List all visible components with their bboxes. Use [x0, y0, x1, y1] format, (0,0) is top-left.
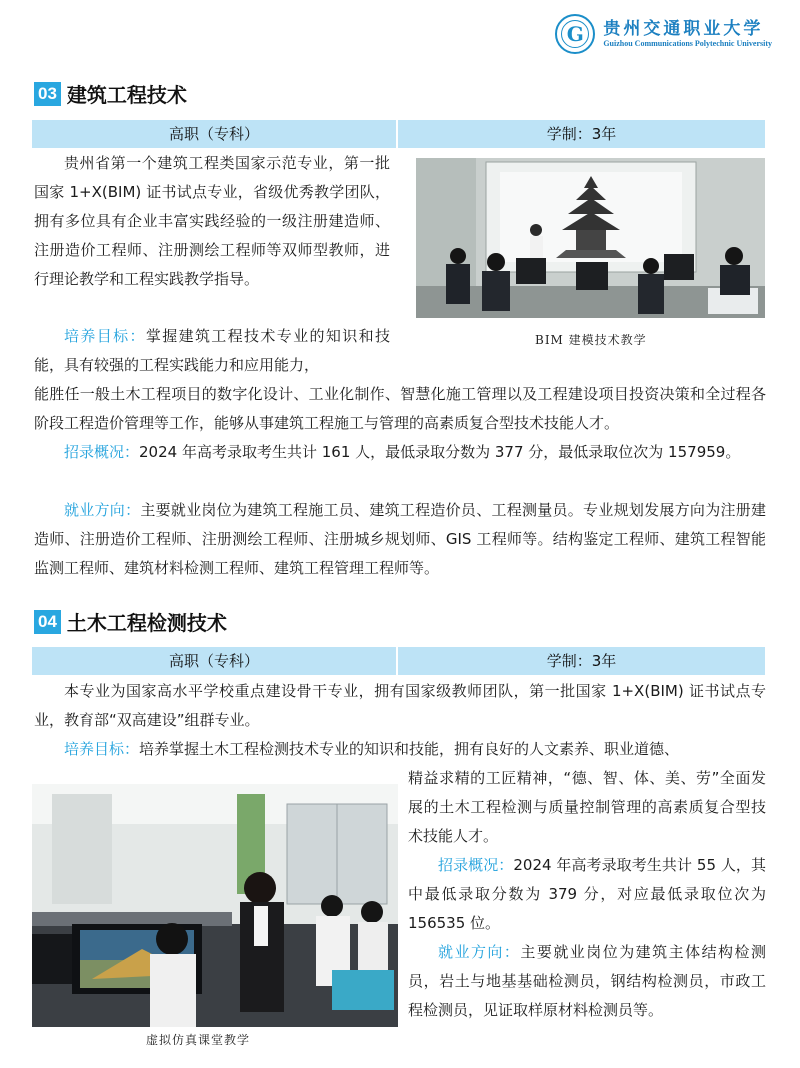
admission-label: 招录概况： [438, 856, 514, 874]
career-label: 就业方向： [64, 501, 141, 519]
program-duration: 学制：3年 [398, 120, 765, 148]
section-title: 土木工程检测技术 [66, 611, 227, 635]
career-direction [34, 496, 766, 583]
training-goal-part1 [34, 735, 766, 764]
school-logo [555, 14, 772, 54]
admission-summary [34, 438, 766, 467]
bim-classroom-illustration [416, 158, 765, 318]
section-number: 03 [34, 82, 61, 106]
training-goal-part2: 能胜任一般土木工程项目的数字化设计、工业化制作、智慧化施工管理以及工程建设项目投资决策和全过程各阶段工程造价管理等工作，能够从事建筑工程施工与管理的高素质复合型技术技能人才。 [34, 385, 766, 432]
training-goal-label: 培养目标： [64, 740, 140, 758]
training-goal-label: 培养目标： [64, 327, 146, 345]
section-heading-04 [34, 607, 227, 636]
bim-classroom-photo [416, 158, 765, 318]
school-name [603, 19, 772, 49]
program-level: 高职（专科） [32, 120, 396, 148]
program-intro: 贵州省第一个建筑工程类国家示范专业，第一批国家 1+X(BIM) 证书试点专业，省级优秀教学团队，拥有多位具有企业丰富实践经验的一级注册建造师、注册造价工程师、注册测绘工程师等双师型教师，进行理论教学和工程实践教学指导。 [34, 154, 390, 288]
career-text: 主要就业岗位为建筑主体结构检测员，岩土与地基基础检测员，钢结构检测员，市政工程检测员，见证取样原材料检测员等。 [408, 943, 766, 1019]
bim-photo-caption: BIM 建模技术教学 [535, 333, 647, 347]
program-info-bar [32, 120, 765, 148]
career-text: 主要就业岗位为建筑工程施工员、建筑工程造价员、工程测量员。专业规划发展方向为注册建造师、注册造价工程师、注册测绘工程师、注册城乡规划师、GIS 工程师等。结构鉴定工程师、建筑工程智能监测工程师、建筑材料检测工程师、建筑工程管理工程师等。 [34, 501, 766, 577]
simulation-photo-caption: 虚拟仿真课堂教学 [146, 1033, 251, 1047]
section-title: 建筑工程技术 [66, 83, 187, 107]
section-number: 04 [34, 610, 61, 634]
simulation-classroom-photo [32, 784, 398, 1027]
program-level: 高职（专科） [32, 647, 396, 675]
admission-text: 2024 年高考录取考生共计 55 人，其中最低录取分数为 379 分，对应最低录取位次为 156535 位。 [408, 856, 766, 932]
school-name-cn: 贵州交通职业大学 [603, 19, 764, 39]
admission-label: 招录概况： [64, 443, 140, 461]
training-goal-text: 培养掌握土木工程检测技术专业的知识和技能，拥有良好的人文素养、职业道德、 [139, 740, 680, 758]
program-duration: 学制：3年 [398, 647, 765, 675]
school-emblem-icon: G [555, 14, 595, 54]
career-label: 就业方向： [438, 943, 521, 961]
program-intro: 本专业为国家高水平学校重点建设骨干专业，拥有国家级教师团队，第一批国家 1+X(BIM) 证书试点专业，教育部“双高建设”组群专业。 [34, 682, 766, 729]
simulation-classroom-illustration [32, 784, 398, 1027]
section-heading-03 [34, 79, 187, 108]
career-direction [408, 938, 766, 1025]
training-goal-part1 [34, 322, 390, 380]
program-info-bar [32, 647, 765, 675]
admission-text: 2024 年高考录取考生共计 161 人，最低录取分数为 377 分，最低录取位次为 157959。 [139, 443, 741, 461]
training-goal-text: 掌握建筑工程技术专业的知识和技能，具有较强的工程实践能力和应用能力， [34, 327, 390, 374]
training-goal-part2: 精益求精的工匠精神，“德、智、体、美、劳”全面发展的土木工程检测与质量控制管理的高素质复合型技术技能人才。 [408, 769, 766, 845]
admission-summary [408, 851, 766, 938]
school-name-en: Guizhou Communications Polytechnic University [603, 39, 772, 48]
